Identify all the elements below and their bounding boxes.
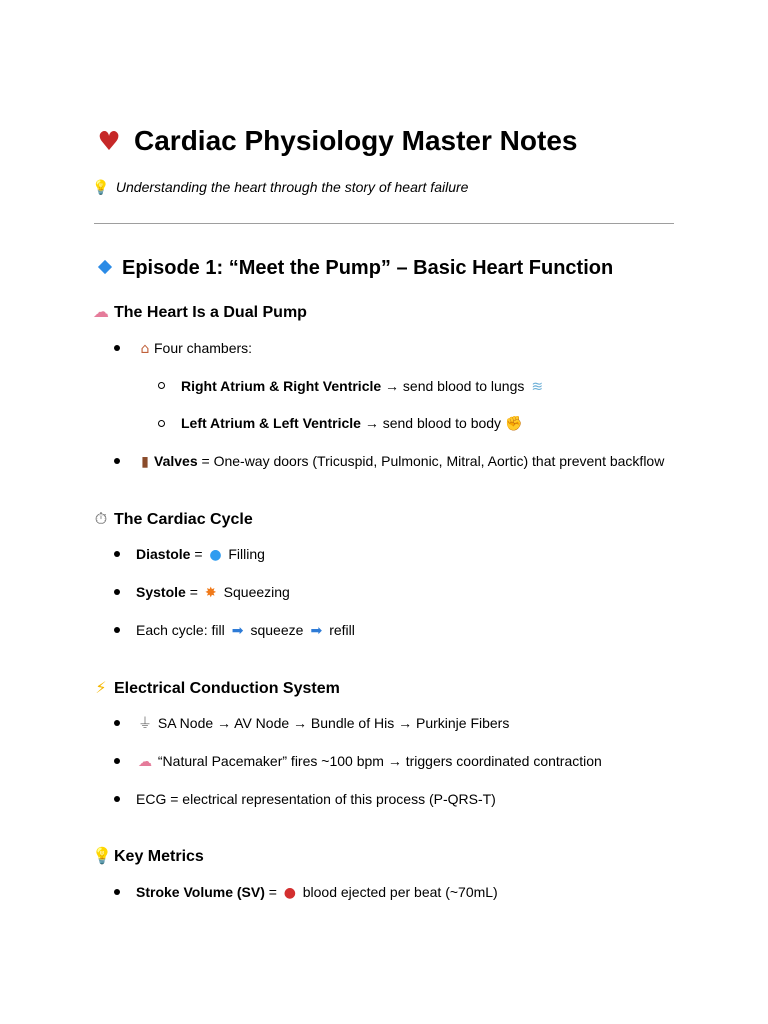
- bullet-dot-icon: [114, 796, 120, 802]
- section-heading-cardiac-cycle: ⏱ The Cardiac Cycle: [92, 508, 253, 531]
- list-item-stroke-volume: Stroke Volume (SV) = ● blood ejected per beat (~70mL): [136, 884, 498, 901]
- list-item-conduction-path: ⏚ SA Node → AV Node → Bundle of His → Purkinje Fibers: [138, 715, 510, 732]
- bullet-dot-icon: [114, 720, 120, 726]
- collision-icon: ✸: [204, 585, 217, 601]
- bullet-dot-icon: [114, 551, 120, 557]
- light-bulb-icon: 💡: [92, 180, 110, 196]
- electric-plug-icon: ⏚: [138, 716, 152, 732]
- section-heading-key-metrics: 💡 Key Metrics: [92, 846, 204, 865]
- list-item-each-cycle: Each cycle: fill ➡ squeeze ➡ refill: [136, 622, 355, 639]
- bullet-dot-icon: [114, 589, 120, 595]
- light-bulb-icon: 💡: [92, 846, 112, 865]
- blue-diamond-icon: [98, 260, 112, 274]
- droplet-icon: ●: [209, 547, 222, 563]
- house-icon: ⌂: [140, 341, 150, 357]
- list-item-diastole: Diastole = ● Filling: [136, 546, 265, 563]
- right-arrow-icon: ➡: [310, 623, 323, 639]
- brain-icon: ☁: [138, 754, 152, 770]
- bullet-dot-icon: [114, 345, 120, 351]
- list-item-chambers: ⌂ Four chambers:: [136, 339, 252, 358]
- wind-icon: ≋: [531, 379, 544, 395]
- list-item-pacemaker: ☁ “Natural Pacemaker” fires ~100 bpm → triggers coordinated contraction: [138, 753, 602, 770]
- section-heading-dual-pump: ☁ The Heart Is a Dual Pump: [93, 302, 307, 321]
- bullet-dot-icon: [114, 627, 120, 633]
- bullet-dot-icon: [114, 758, 120, 764]
- list-item-ecg: ECG = electrical representation of this process (P-QRS-T): [136, 791, 496, 807]
- stopwatch-icon: ⏱: [94, 509, 108, 528]
- door-icon: ▮: [141, 454, 149, 470]
- page-title: ♥ Cardiac Physiology Master Notes: [92, 122, 577, 161]
- flexed-biceps-icon: ✊: [505, 416, 523, 432]
- list-item-valves: ▮ Valves = One-way doors (Tricuspid, Pulmonic, Mitral, Aortic) that prevent backflow: [136, 452, 664, 471]
- subtitle: 💡 Understanding the heart through the story of heart failure: [92, 179, 469, 196]
- drop-of-blood-icon: ●: [283, 885, 296, 901]
- list-item-left-heart: Left Atrium & Left Ventricle → send blood to body ✊: [181, 415, 523, 432]
- bullet-dot-icon: [114, 889, 120, 895]
- anatomical-heart-icon: ♥: [97, 127, 121, 157]
- horizontal-divider: [94, 223, 674, 224]
- section-heading-conduction: ⚡ Electrical Conduction System: [92, 677, 340, 700]
- right-arrow-icon: ➡: [231, 623, 244, 639]
- bullet-circle-icon: [158, 382, 165, 389]
- bullet-dot-icon: [114, 458, 120, 464]
- episode-heading: Episode 1: “Meet the Pump” – Basic Heart Function: [94, 254, 613, 282]
- lightning-icon: ⚡: [95, 678, 107, 697]
- list-item-right-heart: Right Atrium & Right Ventricle → send blood to lungs ≋: [181, 377, 546, 396]
- bullet-circle-icon: [158, 420, 165, 427]
- brain-icon: ☁: [93, 302, 109, 321]
- list-item-systole: Systole = ✸ Squeezing: [136, 584, 290, 601]
